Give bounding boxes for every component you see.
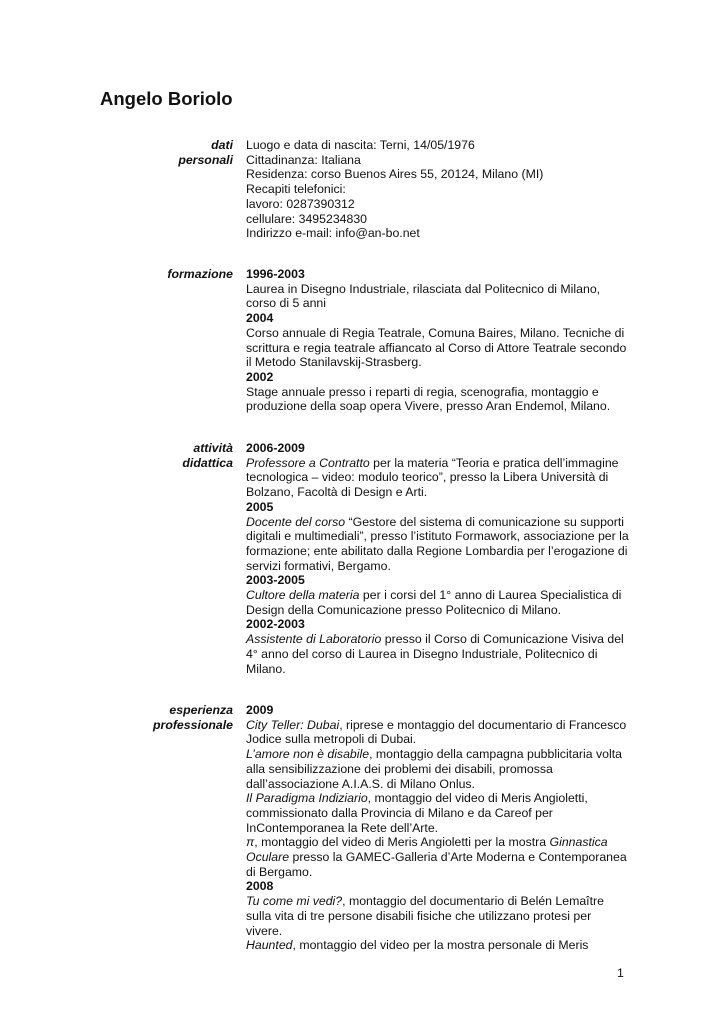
text-line xyxy=(246,212,636,227)
text-segment: alla sensibilizzazione dei problemi dei disabili, promossa xyxy=(246,761,553,776)
text-segment: di Bergamo. xyxy=(246,864,313,879)
year-heading: 2002-2003 xyxy=(246,617,305,632)
text-line xyxy=(246,153,636,168)
text-segment: dall’associazione A.I.A.S. di Milano Onlus. xyxy=(246,776,475,791)
text-segment: , montaggio del video di Meris Angioletti, xyxy=(367,791,588,806)
page-number: 1 xyxy=(617,966,624,980)
text-line xyxy=(246,762,636,777)
text-line xyxy=(246,865,636,880)
text-line xyxy=(246,559,636,574)
text-segment: Indirizzo e-mail: info@an-bo.net xyxy=(246,226,420,241)
italic-text: π xyxy=(246,835,255,850)
text-line xyxy=(246,326,636,341)
year-heading: 2002 xyxy=(246,369,274,384)
italic-text: L’amore non è disabile xyxy=(246,747,370,762)
text-line xyxy=(246,182,636,197)
text-line xyxy=(246,385,636,400)
text-line xyxy=(246,311,636,326)
year-heading: 1996-2003 xyxy=(246,267,305,281)
text-line xyxy=(246,662,636,677)
text-line xyxy=(246,835,636,850)
italic-text: Il Paradigma Indiziario xyxy=(246,791,368,806)
text-segment: Stage annuale presso i reparti di regia, scenografia, montaggio e xyxy=(246,384,599,399)
text-line xyxy=(246,703,636,718)
text-line xyxy=(246,515,636,530)
text-line xyxy=(246,282,636,297)
text-line xyxy=(246,441,636,456)
italic-text: Tu come mi vedi? xyxy=(246,894,343,909)
text-segment: per la materia “Teoria e pratica dell’immagine xyxy=(369,455,619,470)
text-line xyxy=(246,167,636,182)
section-content xyxy=(246,703,636,953)
text-line xyxy=(246,341,636,356)
text-segment: Design della Comunicazione presso Politecnico di Milano. xyxy=(246,602,562,617)
text-segment: commissionato dalla Provincia di Milano e da Careof per xyxy=(246,805,553,820)
text-line xyxy=(246,894,636,909)
section-label: formazione xyxy=(167,267,233,281)
text-segment: Milano. xyxy=(246,661,286,676)
section-content xyxy=(246,267,636,414)
text-line xyxy=(246,456,636,471)
text-line xyxy=(246,806,636,821)
text-segment: Laurea in Disegno Industriale, rilasciata dal Politecnico di Milano, xyxy=(246,281,601,296)
text-segment: il Metodo Stanilavskij-Strasberg. xyxy=(246,355,422,370)
text-line xyxy=(246,529,636,544)
text-line xyxy=(246,603,636,618)
italic-text: Ginnastica xyxy=(549,835,608,850)
text-line xyxy=(246,370,636,385)
text-segment: sulla vita di tre persone disabili fisiche che utilizzano protesi per xyxy=(246,908,592,923)
section-content xyxy=(246,441,636,676)
section-label: dati personali xyxy=(178,138,233,167)
text-line xyxy=(246,850,636,865)
text-segment: , montaggio del video per la mostra personale di Meris xyxy=(292,938,589,953)
text-segment: digitali e multimediali”, presso l’istituto Formawork, associazione per la xyxy=(246,529,629,544)
year-heading: 2008 xyxy=(246,879,274,894)
text-segment: tecnologica – video: modulo teorico”, presso la Libera Università di xyxy=(246,470,609,485)
text-segment: , montaggio della campagna pubblicitaria volta xyxy=(369,747,622,762)
section-label: esperienza professionale xyxy=(153,703,233,732)
text-segment: presso il Corso di Comunicazione Visiva del xyxy=(381,632,624,647)
text-segment: servizi formativi, Bergamo. xyxy=(246,558,391,573)
year-heading: 2003-2005 xyxy=(246,573,305,588)
text-segment: Cittadinanza: Italiana xyxy=(246,152,361,167)
text-segment: Recapiti telefonici: xyxy=(246,182,346,197)
text-segment: Residenza: corso Buenos Aires 55, 20124, Milano (MI) xyxy=(246,167,544,182)
text-line xyxy=(246,296,636,311)
text-segment: , montaggio del documentario di Belén Lemaître xyxy=(342,894,604,909)
text-segment: , montaggio del video di Meris Angioletti per la mostra xyxy=(254,835,550,850)
text-line xyxy=(246,747,636,762)
text-line xyxy=(246,267,636,282)
text-segment: InContemporanea la Rete dell’Arte. xyxy=(246,820,439,835)
italic-text: City Teller: Dubai xyxy=(246,717,340,732)
text-line xyxy=(246,732,636,747)
text-line xyxy=(246,573,636,588)
text-line xyxy=(246,617,636,632)
section-content xyxy=(246,138,636,241)
text-segment: produzione della soap opera Vivere, presso Aran Endemol, Milano. xyxy=(246,399,611,414)
text-segment: “Gestore del sistema di comunicazione su supporti xyxy=(345,514,624,529)
text-line xyxy=(246,632,636,647)
section-label: attività didattica xyxy=(182,441,233,470)
year-heading: 2004 xyxy=(246,311,274,326)
year-heading: 2009 xyxy=(246,703,274,717)
text-line xyxy=(246,777,636,792)
text-line xyxy=(246,718,636,733)
text-line xyxy=(246,355,636,370)
italic-text: Docente del corso xyxy=(246,514,346,529)
text-segment: , riprese e montaggio del documentario di Francesco xyxy=(339,717,627,732)
text-line xyxy=(246,588,636,603)
text-segment: Jodice sulla metropoli di Dubai. xyxy=(246,732,417,747)
text-line xyxy=(246,791,636,806)
text-segment: Luogo e data di nascita: Terni, 14/05/1976 xyxy=(246,138,475,152)
italic-text: Cultore della materia xyxy=(246,588,360,603)
text-segment: cellulare: 3495234830 xyxy=(246,211,368,226)
text-line xyxy=(246,879,636,894)
italic-text: Professore a Contratto xyxy=(246,455,370,470)
text-segment: presso la GAMEC-Galleria d’Arte Moderna e Contemporanea xyxy=(289,850,627,865)
text-line xyxy=(246,500,636,515)
text-line xyxy=(246,485,636,500)
text-segment: scrittura e regia teatrale affiancato al Corso di Attore Teatrale secondo xyxy=(246,340,627,355)
text-segment: vivere. xyxy=(246,923,283,938)
year-heading: 2005 xyxy=(246,499,274,514)
text-segment: lavoro: 0287390312 xyxy=(246,196,355,211)
text-line xyxy=(246,197,636,212)
text-segment: 4° anno del corso di Laurea in Disegno Industriale, Politecnico di xyxy=(246,646,598,661)
italic-text: Assistente di Laboratorio xyxy=(246,632,382,647)
text-line xyxy=(246,226,636,241)
italic-text: Haunted xyxy=(246,938,293,953)
text-segment: per i corsi del 1° anno di Laurea Specialistica di xyxy=(359,588,622,603)
text-segment: Corso annuale di Regia Teatrale, Comuna Baires, Milano. Tecniche di xyxy=(246,325,625,340)
text-line xyxy=(246,647,636,662)
cv-name: Angelo Boriolo xyxy=(100,88,233,109)
text-line xyxy=(246,909,636,924)
text-line xyxy=(246,138,636,153)
italic-text: Oculare xyxy=(246,850,290,865)
text-segment: Bolzano, Facoltà di Design e Arti. xyxy=(246,485,428,500)
text-line xyxy=(246,938,636,953)
text-segment: formazione; ente abilitato dalla Regione Lombardia per l’erogazione di xyxy=(246,543,628,558)
text-line xyxy=(246,924,636,939)
text-line xyxy=(246,821,636,836)
text-line xyxy=(246,470,636,485)
text-line xyxy=(246,544,636,559)
text-segment: corso di 5 anni xyxy=(246,296,326,311)
year-heading: 2006-2009 xyxy=(246,441,305,455)
text-line xyxy=(246,399,636,414)
